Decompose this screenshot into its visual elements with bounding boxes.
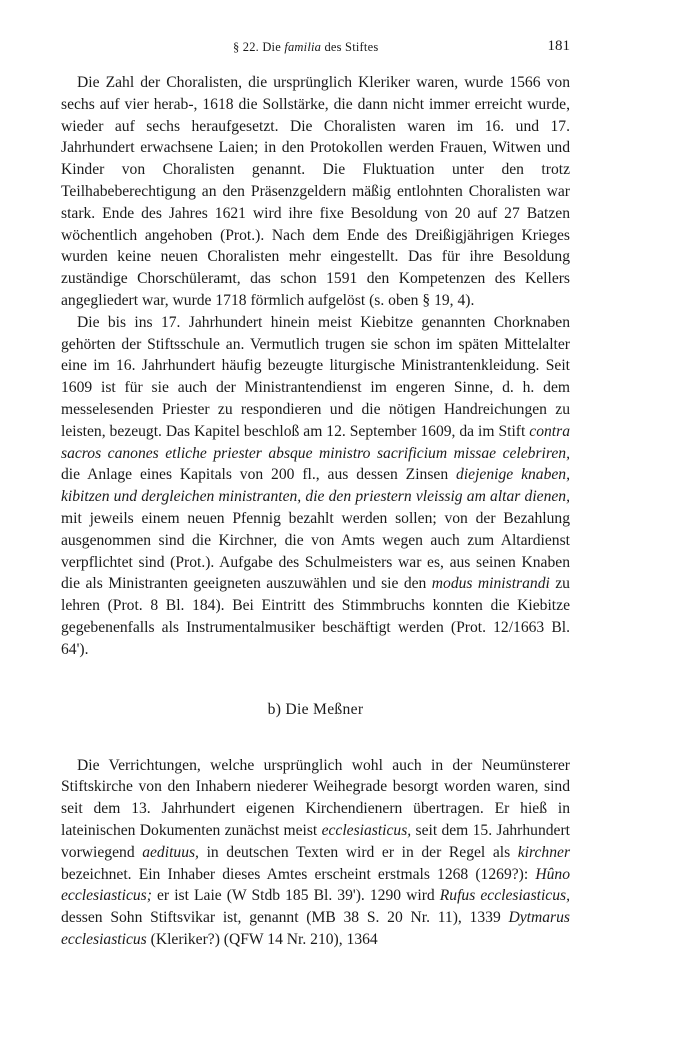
page-number: 181 xyxy=(547,38,570,54)
running-head-title-suffix: des Stiftes xyxy=(321,40,379,54)
text-segment: seit dem 15. Jahrhundert vorwiegend xyxy=(61,821,570,861)
text-segment: Die Verrichtungen, welche ursprünglich wohl auch in der Neumünsterer Stiftskirche von den Inhabern niederer Weihegrade besorgt worden waren, sind seit dem 13. Jahrhundert eigenen Kirchendienern übertragen. Er hieß in lateinischen Dokumenten zunächst meist xyxy=(61,756,570,839)
latin-name: Rufus ecclesiasticus, xyxy=(439,887,570,905)
german-term: kirchner xyxy=(517,843,571,861)
latin-term: ecclesiasticus, xyxy=(321,821,412,839)
running-head-title-italic: familia xyxy=(284,40,322,54)
text-segment: Die Zahl der Choralisten, die ursprünglich Kleriker waren, wurde 1566 von sechs auf vier herab-, 1618 die Sollstärke, die dann nicht immer erreicht wurde, wieder auf sechs heraufgesetzt. Die Choralisten waren im 16. und 17. Jahrhundert erwachsene Laien; in den Protokollen werden Frauen, Witwen und Kinder von Choralisten genannt. Die Fluktuation unter den trotz Teilhabeberechtigung an den Präsenzgeldern mäßig entlohnten Choralisten war stark. Ende des Jahres 1621 wird ihre fixe Besoldung von 20 auf 27 Batzen wöchentlich angehoben (Prot.). Nach dem Ende des Dreißigjährigen Krieges wurden keine neuen Choralisten mehr eingestellt. Das für ihre Besoldung zuständige Chorschüleramt, das schon 1591 den Kompetenzen des Kellers angegliedert war, wurde 1718 förmlich aufgelöst (s. oben § 19, 4). xyxy=(61,74,570,309)
text-segment: dessen Sohn Stiftsvikar ist, genannt (MB 38 S. 20 Nr. 11), 1339 xyxy=(61,909,509,927)
german-quote: diejenige knaben, kibitzen und dergleichen ministranten, die den priestern vleissig am altar dienen, xyxy=(61,466,570,506)
text-segment: mit jeweils einem neuen Pfennig bezahlt werden sollen; von der Bezahlung ausgenommen sind die Kirchner, die von Amts wegen auch zum Altardienst verpflichtet sind (Prot.). Aufgabe des Schulmeisters war es, aus seinen Knaben die als Ministranten geeigneten auszuwählen und sie den xyxy=(61,509,570,593)
running-head-title xyxy=(233,40,378,55)
text-segment: zu lehren (Prot. 8 Bl. 184). Bei Eintritt des Stimmbruchs konnten die Kiebitze gegebenenfalls als Instrumentalmusiker beschäftigt werden (Prot. 12/1663 Bl. 64'). xyxy=(61,575,570,658)
text-segment: in deutschen Texten wird er in der Regel als xyxy=(198,843,518,861)
text-segment: (Kleriker?) (QFW 14 Nr. 210), 1364 xyxy=(146,930,378,948)
paragraph-messner xyxy=(61,755,570,951)
running-head-title-prefix: § 22. Die xyxy=(233,40,285,54)
body-text-top xyxy=(61,72,570,661)
section-heading: b) Die Meßner xyxy=(267,700,364,718)
running-head xyxy=(61,38,570,60)
latin-term: aedituus, xyxy=(142,843,199,861)
latin-term: modus ministrandi xyxy=(431,575,550,593)
text-segment: er ist Laie (W Stdb 185 Bl. 39'). 1290 wird xyxy=(151,887,440,905)
body-text-bottom xyxy=(61,755,570,951)
text-segment: Die bis ins 17. Jahrhundert hinein meist Kiebitze genannten Chorknaben gehörten der Stiftsschule an. Vermutlich trugen sie schon im späten Mittelalter eine im 16. Jahrhundert häufig bezeugte liturgische Ministrantenkleidung. Seit 1609 ist für sie auch der Ministrantendienst im engeren Sinne, d. h. dem messelesenden Priester zu respondieren und die nötigen Handreichungen zu leisten, bezeugt. Das Kapitel beschloß am 12. September 1609, da im Stift xyxy=(61,313,570,440)
paragraph-choralisten xyxy=(61,72,570,312)
latin-name: Dytmarus ecclesiasticus xyxy=(61,909,570,948)
text-segment: bezeichnet. Ein Inhaber dieses Amtes erscheint erstmals 1268 (1269?): xyxy=(61,865,536,883)
latin-name: Hûno ecclesiasticus; xyxy=(61,865,570,905)
paragraph-chorknaben xyxy=(61,312,570,661)
book-page xyxy=(61,38,570,951)
text-segment: die Anlage eines Kapitals von 200 fl., aus dessen Zinsen xyxy=(61,466,457,484)
latin-quote: contra sacros canones etliche priester absque ministro sacrificium missae celebriren, xyxy=(61,422,570,462)
